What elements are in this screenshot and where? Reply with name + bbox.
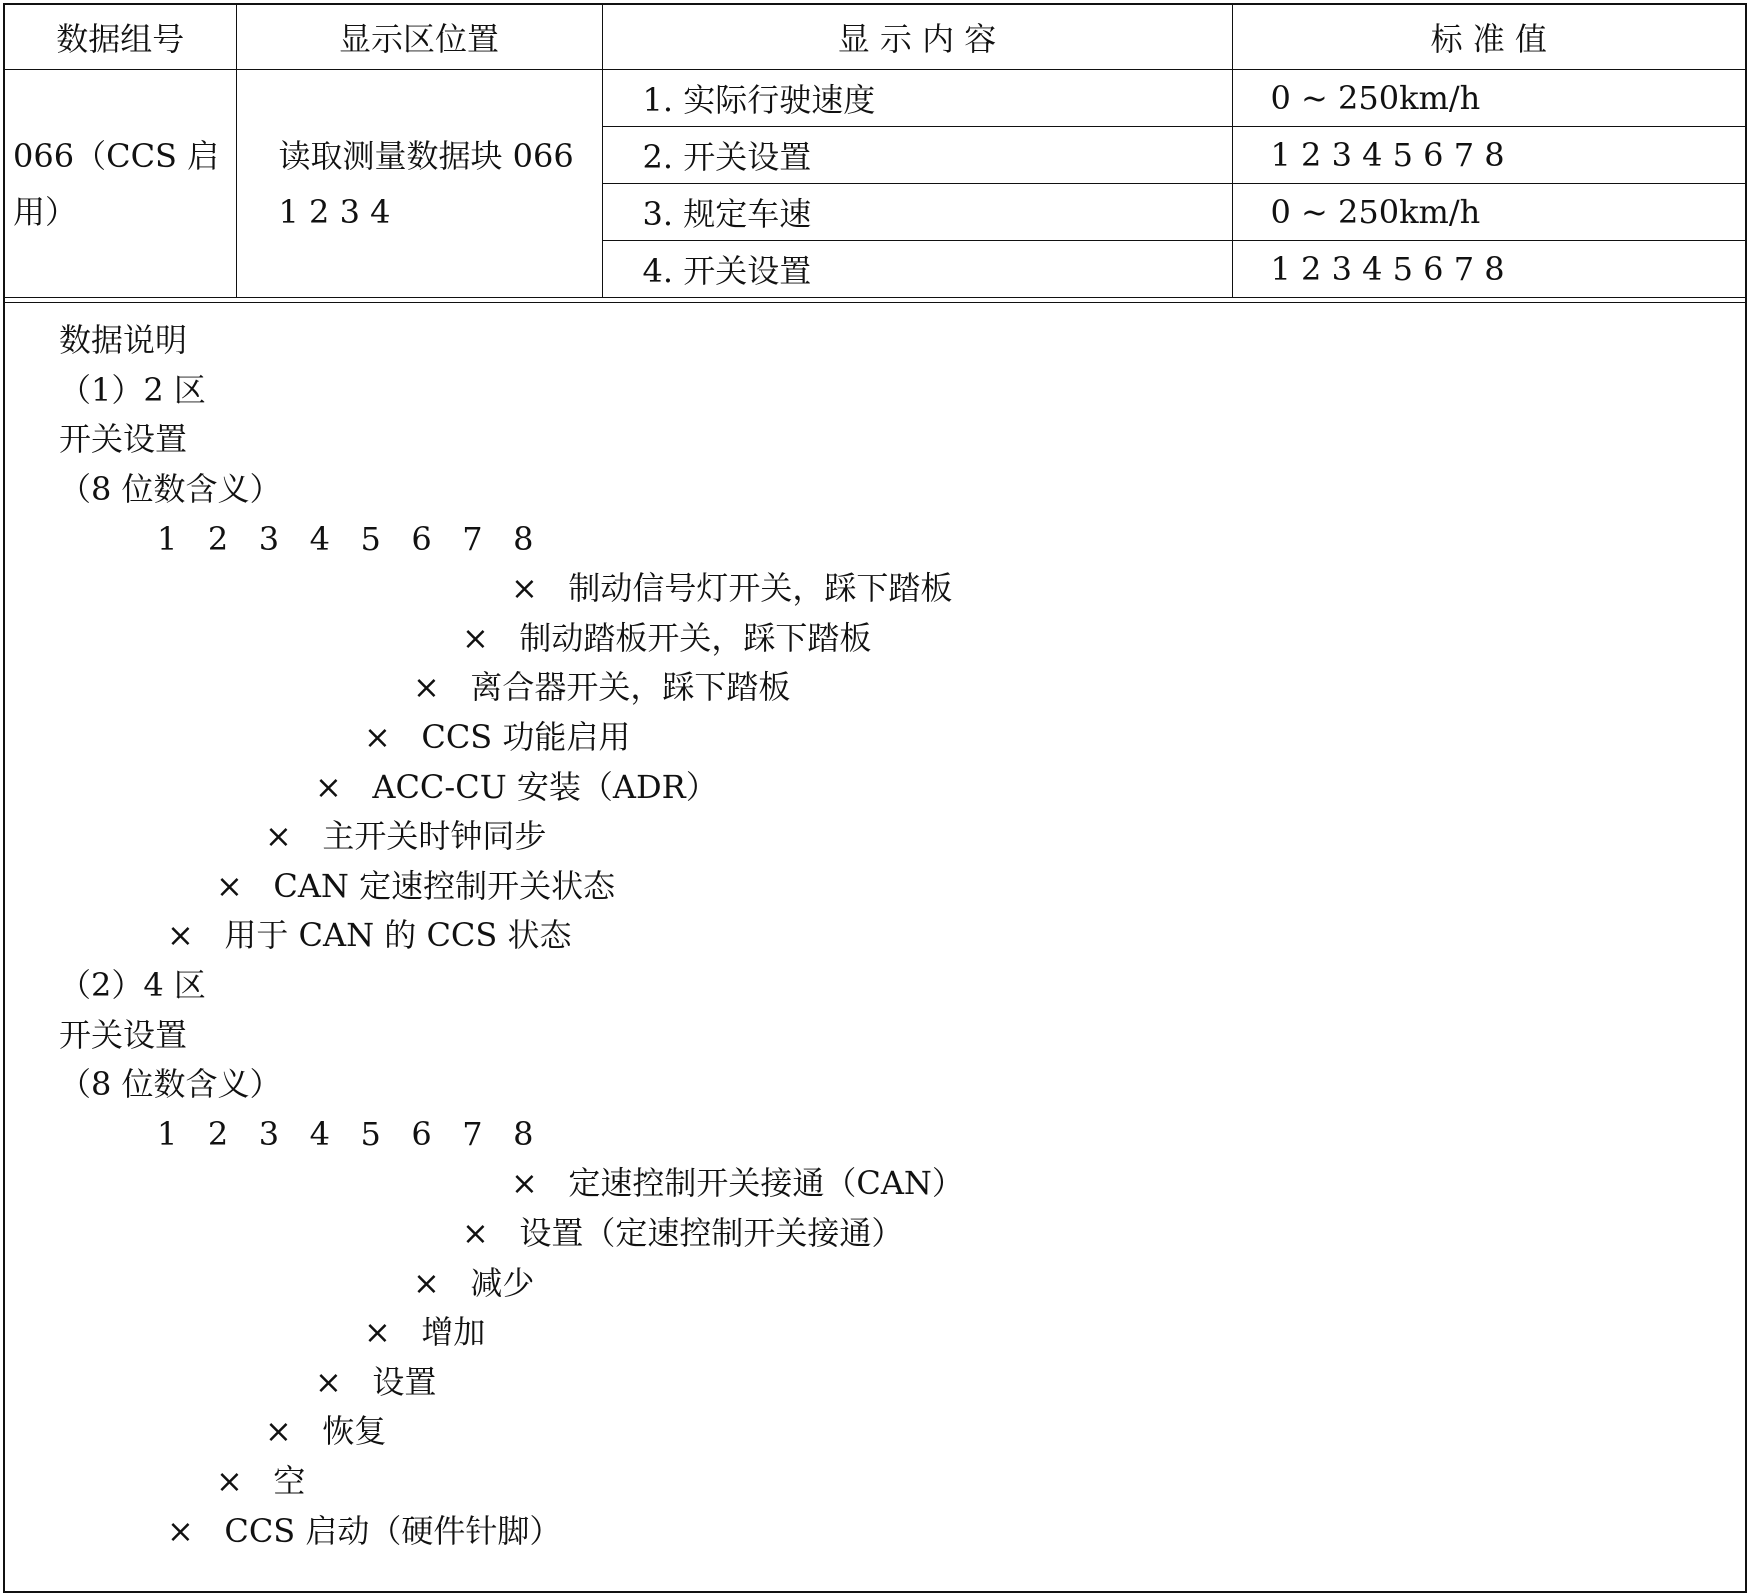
section1-bit-item: × 制动踏板开关，踩下踏板 — [462, 619, 872, 657]
position-line-2: 1 2 3 4 — [278, 192, 391, 231]
header-standard: 标 准 值 — [1232, 5, 1745, 70]
notes-title: 数据说明 — [59, 321, 188, 359]
section1-bit-numbers: 1 2 3 4 5 6 7 8 — [157, 520, 534, 558]
section2-bit-item: × 设置 — [315, 1363, 437, 1401]
section2-bit-item: × 减少 — [413, 1264, 535, 1302]
section1-bit-item: × CAN 定速控制开关状态 — [216, 867, 616, 905]
section1-meaning: （8 位数含义） — [59, 470, 282, 508]
document-frame — [3, 3, 1747, 1593]
section2-subtitle: 开关设置 — [59, 1016, 188, 1054]
content-cell: 3. 规定车速 — [602, 184, 1232, 241]
section1-subtitle: 开关设置 — [59, 420, 188, 458]
section1-bit-item: × CCS 功能启用 — [364, 718, 631, 756]
section1-bit-item: × 制动信号灯开关，踩下踏板 — [511, 569, 953, 607]
section2-bit-item: × 定速控制开关接通（CAN） — [511, 1164, 964, 1202]
table-header-row — [5, 5, 1745, 70]
content-cell: 2. 开关设置 — [602, 127, 1232, 184]
standard-cell: 0 ~ 250km/h — [1232, 184, 1745, 241]
section2-bit-numbers: 1 2 3 4 5 6 7 8 — [157, 1115, 534, 1153]
section2-meaning: （8 位数含义） — [59, 1065, 282, 1103]
section1-bit-item: × 离合器开关，踩下踏板 — [413, 668, 791, 706]
header-position: 显示区位置 — [236, 5, 602, 70]
section1-bit-item: × ACC-CU 安装（ADR） — [315, 768, 718, 806]
group-number-cell — [5, 70, 236, 298]
section2-bit-item: × 增加 — [364, 1313, 486, 1351]
section2-heading: （2）4 区 — [59, 966, 206, 1004]
position-line-1: 读取测量数据块 066 — [278, 136, 574, 175]
section2-bit-item: × CCS 启动（硬件针脚） — [167, 1512, 562, 1550]
section2-bit-item: × 设置（定速控制开关接通） — [462, 1214, 904, 1252]
content-cell: 1. 实际行驶速度 — [602, 70, 1232, 127]
section1-bit-item: × 用于 CAN 的 CCS 状态 — [167, 916, 572, 954]
section1-bit-item: × 主开关时钟同步 — [265, 817, 547, 855]
position-cell — [236, 70, 602, 298]
standard-cell: 1 2 3 4 5 6 7 8 — [1232, 241, 1745, 298]
section2-bit-item: × 恢复 — [265, 1412, 387, 1450]
data-notes — [5, 302, 1745, 1592]
table-row — [5, 70, 1745, 127]
standard-cell: 1 2 3 4 5 6 7 8 — [1232, 127, 1745, 184]
header-content: 显 示 内 容 — [602, 5, 1232, 70]
header-group-no: 数据组号 — [5, 5, 236, 70]
content-cell: 4. 开关设置 — [602, 241, 1232, 298]
group-number: 066（CCS 启用） — [13, 136, 220, 231]
data-table — [5, 5, 1745, 298]
standard-cell: 0 ~ 250km/h — [1232, 70, 1745, 127]
section2-bit-item: × 空 — [216, 1462, 306, 1500]
section1-heading: （1）2 区 — [59, 371, 206, 409]
